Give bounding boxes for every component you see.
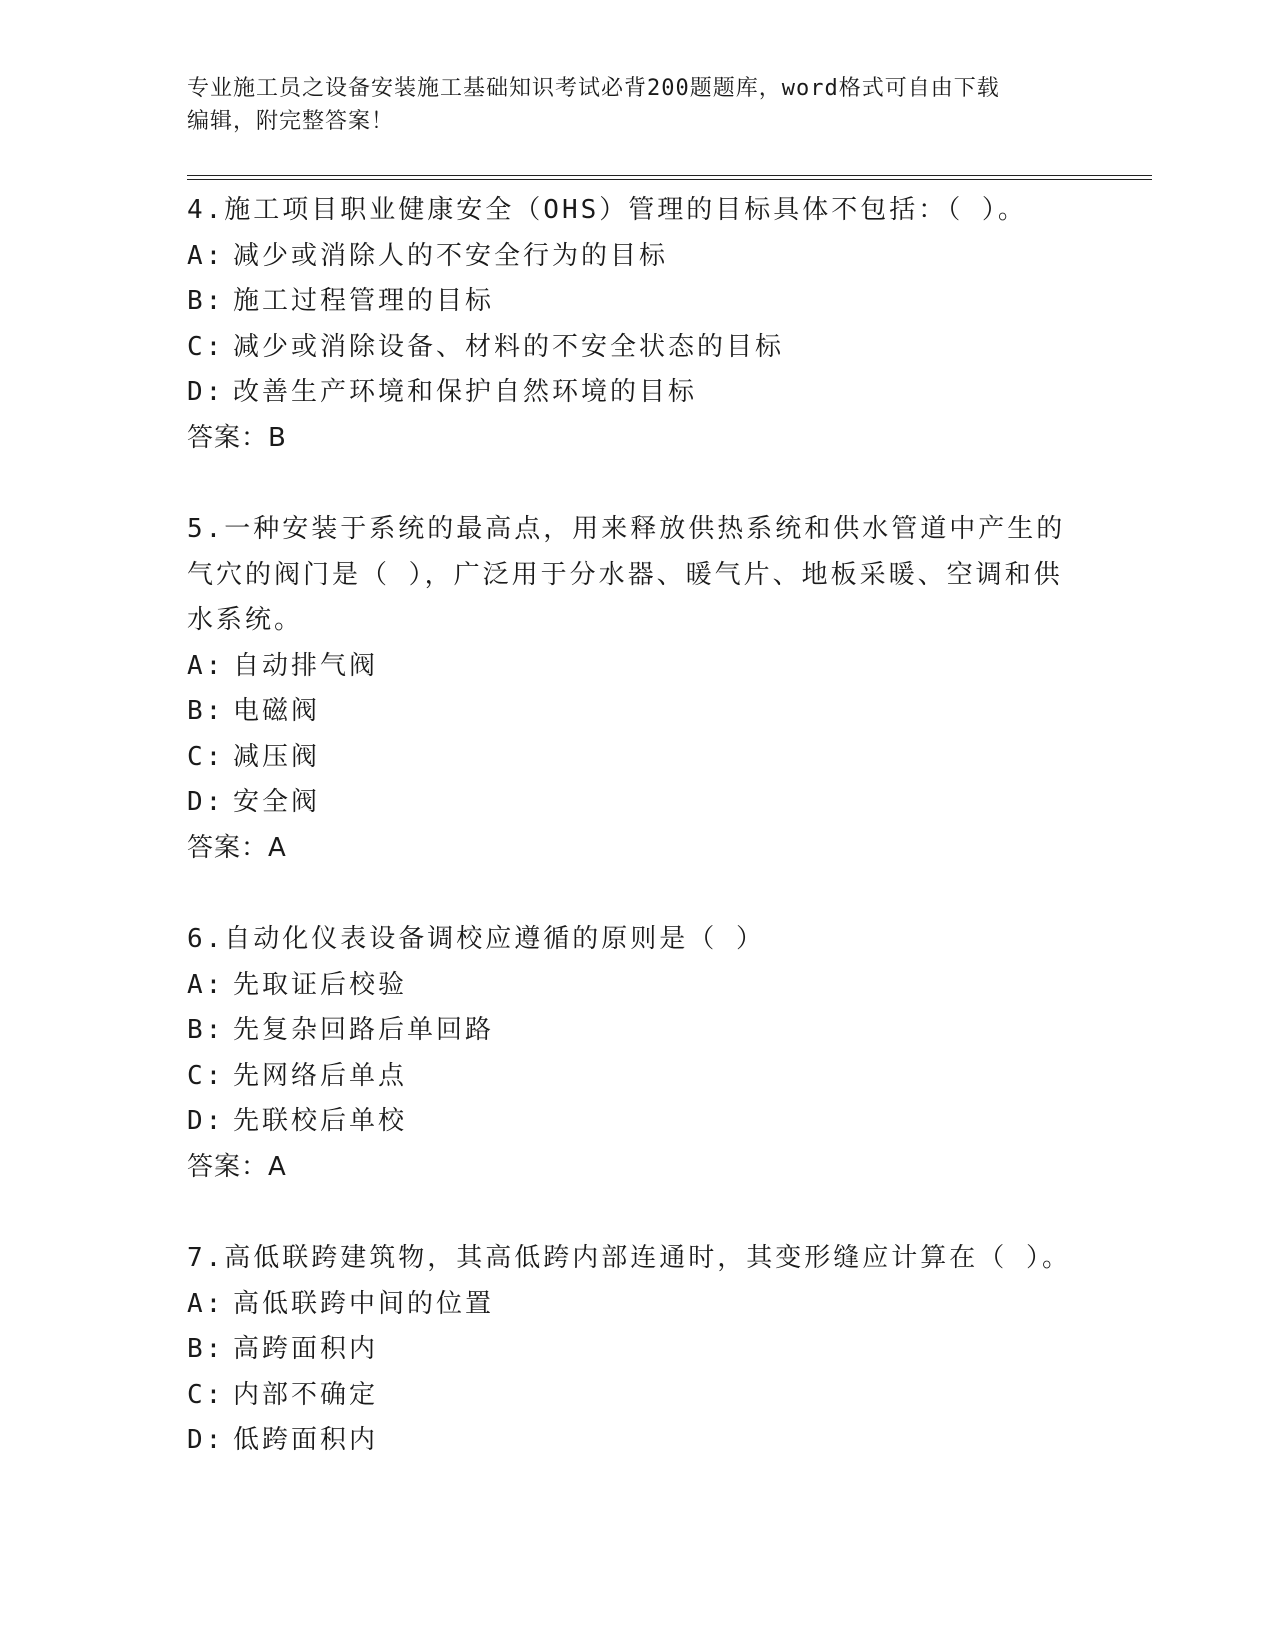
question-stem-line: 气穴的阀门是（ ），广泛用于分水器、暖气片、地板采暖、空调和供 xyxy=(187,559,1063,590)
option-label: B: xyxy=(187,1015,225,1045)
option-item xyxy=(187,1373,1087,1419)
question-stem-line: 7.高低联跨建筑物，其高低跨内部连通时，其变形缝应计算在（ ）。 xyxy=(187,1243,1071,1273)
option-label: D: xyxy=(187,1425,225,1455)
option-item xyxy=(187,325,1087,371)
option-item xyxy=(187,1008,1087,1054)
option-text: 先联校后单校 xyxy=(233,1106,408,1136)
option-item xyxy=(187,735,1087,781)
question-stem-line: 5.一种安装于系统的最高点，用来释放供热系统和供水管道中产生的 xyxy=(187,514,1066,544)
option-text: 先复杂回路后单回路 xyxy=(233,1015,495,1045)
option-text: 先网络后单点 xyxy=(233,1060,408,1091)
question-stem xyxy=(187,917,1087,963)
answer-line: 答案：A xyxy=(187,1151,287,1182)
header-divider xyxy=(187,175,1152,180)
option-text: 减少或消除人的不安全行为的目标 xyxy=(233,240,669,271)
question-list xyxy=(187,188,1087,1464)
option-text: 先取证后校验 xyxy=(233,969,408,1000)
option-text: 高跨面积内 xyxy=(233,1334,379,1364)
option-text: 自动排气阀 xyxy=(233,650,379,681)
header-line-1: 专业施工员之设备安装施工基础知识考试必背200题题库，word格式可自由下载 xyxy=(187,76,1000,101)
question-stem-line: 水系统。 xyxy=(187,605,304,635)
option-item xyxy=(187,780,1087,826)
question-stem-line: 4.施工项目职业健康安全（OHS）管理的目标具体不包括：（ ）。 xyxy=(187,195,1027,225)
option-label: A: xyxy=(187,969,225,1000)
answer-line: 答案：A xyxy=(187,832,287,863)
option-item xyxy=(187,370,1087,416)
option-item xyxy=(187,1054,1087,1100)
option-item xyxy=(187,963,1087,1009)
option-label: C: xyxy=(187,331,225,362)
answer-line: 答案：B xyxy=(187,422,287,453)
question-spacer xyxy=(187,461,1087,507)
question-stem-line: 6.自动化仪表设备调校应遵循的原则是（ ） xyxy=(187,924,765,954)
option-label: C: xyxy=(187,1379,225,1410)
option-text: 低跨面积内 xyxy=(233,1425,379,1455)
header-line-2: 编辑，附完整答案！ xyxy=(187,109,395,134)
option-text: 内部不确定 xyxy=(233,1379,379,1410)
option-label: B: xyxy=(187,696,225,726)
option-label: B: xyxy=(187,286,225,316)
option-label: A: xyxy=(187,240,225,271)
question-block xyxy=(187,917,1087,1190)
option-item xyxy=(187,1099,1087,1145)
question-spacer xyxy=(187,1190,1087,1236)
option-item xyxy=(187,644,1087,690)
option-text: 减少或消除设备、材料的不安全状态的目标 xyxy=(233,331,785,362)
option-item xyxy=(187,689,1087,735)
option-item xyxy=(187,279,1087,325)
option-text: 施工过程管理的目标 xyxy=(233,286,495,316)
option-item xyxy=(187,1418,1087,1464)
document-header xyxy=(187,72,1087,138)
question-stem xyxy=(187,507,1087,644)
option-label: D: xyxy=(187,787,225,817)
option-label: A: xyxy=(187,1288,225,1319)
question-stem xyxy=(187,1236,1087,1282)
question-stem xyxy=(187,188,1087,234)
option-item xyxy=(187,1282,1087,1328)
option-label: D: xyxy=(187,377,225,407)
option-text: 改善生产环境和保护自然环境的目标 xyxy=(233,377,698,407)
option-label: D: xyxy=(187,1106,225,1136)
option-text: 安全阀 xyxy=(233,787,321,817)
option-text: 高低联跨中间的位置 xyxy=(233,1288,495,1319)
question-spacer xyxy=(187,871,1087,917)
option-label: C: xyxy=(187,741,225,772)
option-item xyxy=(187,234,1087,280)
option-label: C: xyxy=(187,1060,225,1091)
option-item xyxy=(187,1327,1087,1373)
question-block xyxy=(187,1236,1087,1464)
option-text: 减压阀 xyxy=(233,741,321,772)
option-text: 电磁阀 xyxy=(233,696,321,726)
option-label: A: xyxy=(187,650,225,681)
question-block xyxy=(187,507,1087,871)
option-label: B: xyxy=(187,1334,225,1364)
question-block xyxy=(187,188,1087,461)
